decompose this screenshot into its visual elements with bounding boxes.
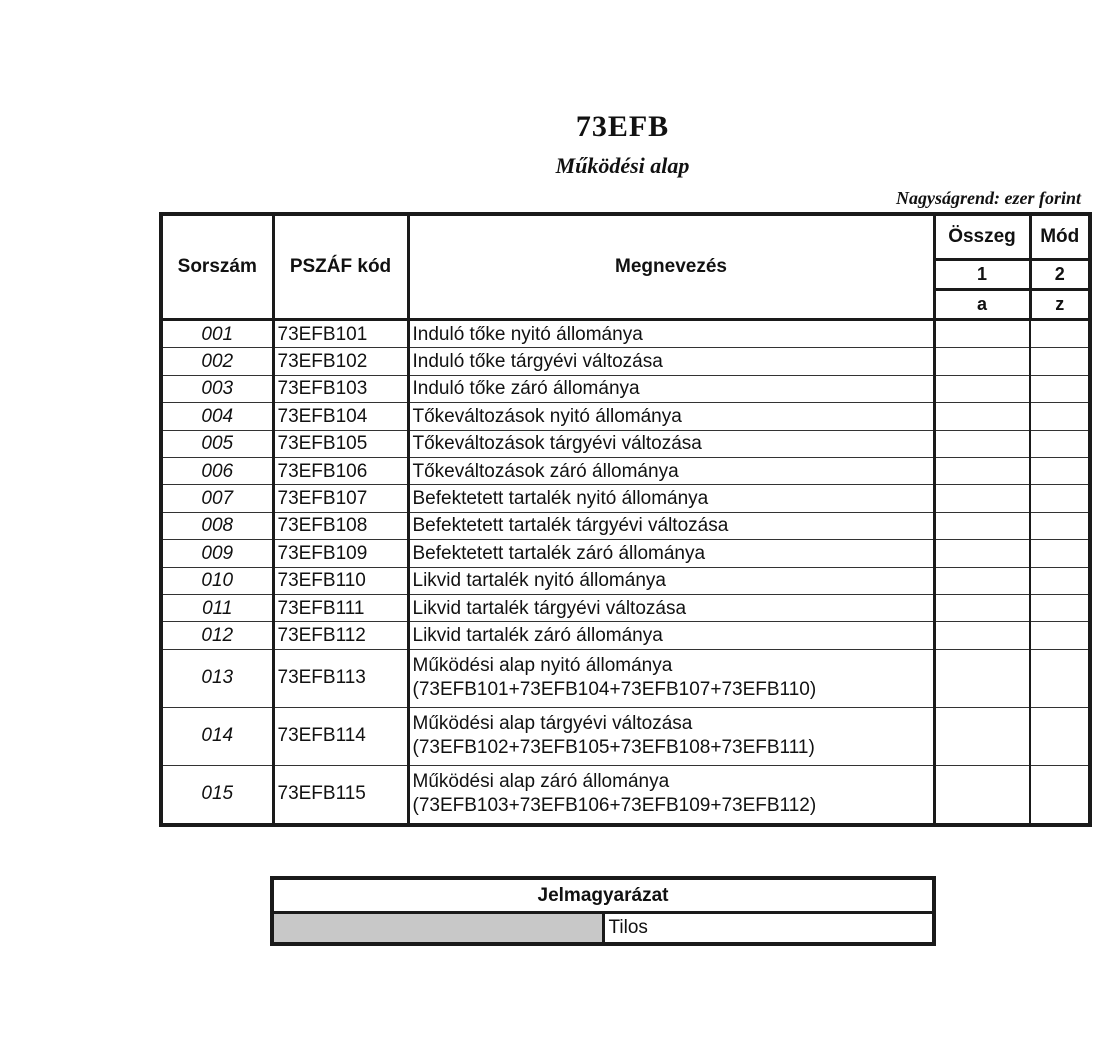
table-row (161, 430, 1090, 457)
row-megnevezes (408, 320, 934, 348)
col-header-osszeg: Összeg (934, 214, 1030, 260)
row-mod-cell[interactable] (1030, 430, 1090, 457)
col-code-mod: z (1030, 290, 1090, 320)
legend-table (270, 876, 936, 946)
row-pszaf-kod: 73EFB114 (273, 707, 408, 765)
row-megnevezes-text: Likvid tartalék nyitó állománya (412, 570, 666, 592)
row-megnevezes (408, 485, 934, 512)
row-osszeg-cell[interactable] (934, 375, 1030, 402)
row-megnevezes-formula: (73EFB101+73EFB104+73EFB107+73EFB110) (412, 679, 817, 701)
row-megnevezes-text: Induló tőke nyitó állománya (412, 323, 643, 345)
legend-title: Jelmagyarázat (272, 878, 934, 913)
row-mod-cell[interactable] (1030, 649, 1090, 707)
form-subtitle: Működési alap (555, 153, 690, 178)
row-sorszam: 002 (161, 348, 273, 375)
row-sorszam: 015 (161, 765, 273, 825)
row-sorszam: 012 (161, 622, 273, 649)
row-megnevezes (408, 765, 934, 825)
row-megnevezes-text: Befektetett tartalék nyitó állománya (412, 488, 709, 510)
row-osszeg-cell[interactable] (934, 403, 1030, 430)
row-pszaf-kod: 73EFB107 (273, 485, 408, 512)
row-pszaf-kod: 73EFB109 (273, 540, 408, 567)
table-row (161, 594, 1090, 621)
row-pszaf-kod: 73EFB105 (273, 430, 408, 457)
col-header-mod: Mód (1030, 214, 1090, 260)
col-header-megnevezes: Megnevezés (408, 214, 934, 320)
table-row (161, 512, 1090, 539)
col-header-sorszam: Sorszám (161, 214, 273, 320)
row-sorszam: 008 (161, 512, 273, 539)
row-osszeg-cell[interactable] (934, 649, 1030, 707)
row-pszaf-kod: 73EFB104 (273, 403, 408, 430)
row-megnevezes-text: Likvid tartalék tárgyévi változása (412, 597, 687, 619)
row-megnevezes-formula: (73EFB103+73EFB106+73EFB109+73EFB112) (412, 795, 817, 817)
row-megnevezes (408, 375, 934, 402)
row-pszaf-kod: 73EFB112 (273, 622, 408, 649)
table-row (161, 765, 1090, 825)
row-mod-cell[interactable] (1030, 765, 1090, 825)
row-megnevezes-text: Tőkeváltozások záró állománya (412, 460, 679, 482)
row-sorszam: 001 (161, 320, 273, 348)
unit-note: Nagyságrend: ezer forint (896, 188, 1081, 208)
row-megnevezes (408, 348, 934, 375)
row-pszaf-kod: 73EFB111 (273, 594, 408, 621)
row-megnevezes (408, 707, 934, 765)
row-sorszam: 011 (161, 594, 273, 621)
row-osszeg-cell[interactable] (934, 622, 1030, 649)
row-megnevezes (408, 594, 934, 621)
row-megnevezes-text: Működési alap nyitó állománya (412, 655, 673, 677)
row-megnevezes-text: Induló tőke tárgyévi változása (412, 351, 663, 373)
table-row (161, 485, 1090, 512)
row-osszeg-cell[interactable] (934, 457, 1030, 484)
row-sorszam: 005 (161, 430, 273, 457)
row-pszaf-kod: 73EFB101 (273, 320, 408, 348)
row-osszeg-cell[interactable] (934, 512, 1030, 539)
row-osszeg-cell[interactable] (934, 707, 1030, 765)
row-osszeg-cell[interactable] (934, 485, 1030, 512)
legend-label-forbidden: Tilos (608, 917, 648, 938)
col-number-osszeg: 1 (934, 260, 1030, 290)
row-megnevezes (408, 567, 934, 594)
col-number-mod: 2 (1030, 260, 1090, 290)
row-megnevezes (408, 430, 934, 457)
row-megnevezes-text: Tőkeváltozások tárgyévi változása (412, 433, 702, 455)
row-megnevezes-text: Működési alap tárgyévi változása (412, 713, 693, 735)
row-pszaf-kod: 73EFB115 (273, 765, 408, 825)
form-title: 73EFB (575, 110, 670, 143)
row-megnevezes (408, 622, 934, 649)
row-mod-cell[interactable] (1030, 707, 1090, 765)
row-mod-cell[interactable] (1030, 320, 1090, 348)
row-megnevezes (408, 540, 934, 567)
col-code-osszeg: a (934, 290, 1030, 320)
row-osszeg-cell[interactable] (934, 540, 1030, 567)
row-sorszam: 009 (161, 540, 273, 567)
row-sorszam: 003 (161, 375, 273, 402)
row-pszaf-kod: 73EFB108 (273, 512, 408, 539)
main-table (159, 212, 1092, 827)
table-row (161, 320, 1090, 348)
row-megnevezes-text: Működési alap záró állománya (412, 771, 670, 793)
row-mod-cell[interactable] (1030, 375, 1090, 402)
row-osszeg-cell[interactable] (934, 594, 1030, 621)
row-osszeg-cell[interactable] (934, 348, 1030, 375)
row-osszeg-cell[interactable] (934, 567, 1030, 594)
table-row (161, 707, 1090, 765)
table-row (161, 622, 1090, 649)
table-row (161, 649, 1090, 707)
col-header-pszaf-kod: PSZÁF kód (273, 214, 408, 320)
row-megnevezes-text: Befektetett tartalék záró állománya (412, 542, 706, 564)
row-sorszam: 010 (161, 567, 273, 594)
row-megnevezes-text: Likvid tartalék záró állománya (412, 624, 663, 646)
row-megnevezes-text: Tőkeváltozások nyitó állománya (412, 405, 682, 427)
row-mod-cell[interactable] (1030, 512, 1090, 539)
row-mod-cell[interactable] (1030, 485, 1090, 512)
row-mod-cell[interactable] (1030, 457, 1090, 484)
row-sorszam: 007 (161, 485, 273, 512)
row-osszeg-cell[interactable] (934, 765, 1030, 825)
row-sorszam: 006 (161, 457, 273, 484)
row-megnevezes-text: Befektetett tartalék tárgyévi változása (412, 515, 729, 537)
row-mod-cell[interactable] (1030, 622, 1090, 649)
row-pszaf-kod: 73EFB103 (273, 375, 408, 402)
row-mod-cell[interactable] (1030, 567, 1090, 594)
row-megnevezes (408, 649, 934, 707)
table-row (161, 375, 1090, 402)
table-row (161, 348, 1090, 375)
row-pszaf-kod: 73EFB113 (273, 649, 408, 707)
legend-swatch-forbidden (272, 913, 603, 945)
row-pszaf-kod: 73EFB102 (273, 348, 408, 375)
row-megnevezes-formula: (73EFB102+73EFB105+73EFB108+73EFB111) (412, 737, 815, 759)
row-megnevezes (408, 512, 934, 539)
row-mod-cell[interactable] (1030, 540, 1090, 567)
row-pszaf-kod: 73EFB106 (273, 457, 408, 484)
row-mod-cell[interactable] (1030, 403, 1090, 430)
row-megnevezes-text: Induló tőke záró állománya (412, 378, 640, 400)
table-row (161, 403, 1090, 430)
row-sorszam: 014 (161, 707, 273, 765)
table-row (161, 567, 1090, 594)
row-osszeg-cell[interactable] (934, 320, 1030, 348)
row-pszaf-kod: 73EFB110 (273, 567, 408, 594)
table-row (161, 540, 1090, 567)
table-row (161, 457, 1090, 484)
row-megnevezes (408, 403, 934, 430)
row-sorszam: 013 (161, 649, 273, 707)
row-megnevezes (408, 457, 934, 484)
row-sorszam: 004 (161, 403, 273, 430)
row-mod-cell[interactable] (1030, 348, 1090, 375)
row-osszeg-cell[interactable] (934, 430, 1030, 457)
row-mod-cell[interactable] (1030, 594, 1090, 621)
